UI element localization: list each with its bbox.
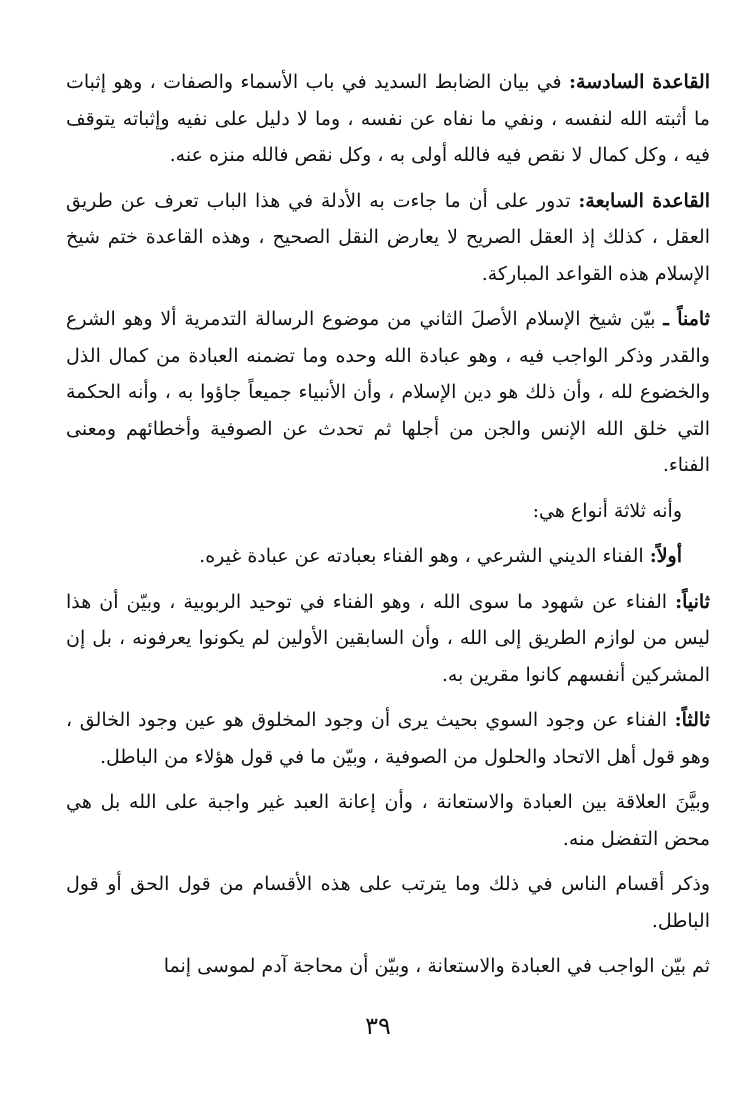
- paragraph-rule-seven: [66, 183, 710, 293]
- paragraph-people-categories: [66, 866, 710, 939]
- page-number: ٣٩: [365, 1012, 391, 1040]
- paragraph-three-types: [66, 493, 710, 530]
- paragraph-text: في بيان الضابط السديد في باب الأسماء والصفات ، وهو إثبات ما أثبته الله لنفسه ، ونفي ما نفاه عن نفسه ، وما لا دليل على نفيه وإثباته يتوقف فيه ، وكل كمال لا نقص فيه فالله أولى به ، وكل نقص فالله منزه عنه.: [66, 71, 710, 166]
- paragraph-text: ثم بيّن الواجب في العبادة والاستعانة ، وبيّن أن محاجة آدم لموسى إنما: [163, 955, 710, 977]
- paragraph-lead: ثالثاً:: [674, 709, 710, 731]
- paragraph-adam-moses: [66, 948, 710, 985]
- paragraph-first-type: [66, 538, 710, 575]
- paragraph-text: وذكر أقسام الناس في ذلك وما يترتب على هذه الأقسام من قول الحق أو قول الباطل.: [66, 873, 710, 932]
- paragraph-lead: ثامناً ـ: [663, 308, 710, 330]
- paragraph-lead: القاعدة السادسة:: [568, 71, 710, 93]
- paragraph-text: وأنه ثلاثة أنواع هي:: [532, 499, 682, 522]
- paragraph-text: الفناء عن شهود ما سوى الله ، وهو الفناء في توحيد الربوبية ، وبيّن أن هذا ليس من لوازم الطريق إلى الله ، وأن السابقين الأولين لم يكونوا يعرفونه ، بل إن المشركين أنفسهم كانوا مقرين به.: [66, 590, 710, 686]
- paragraph-eighth: [66, 301, 710, 484]
- paragraph-lead: القاعدة السابعة:: [578, 189, 710, 212]
- paragraph-lead: ثانياً:: [675, 590, 710, 613]
- paragraph-third-type: [66, 702, 710, 775]
- paragraph-text: بيّن شيخ الإسلام الأصلَ الثاني من موضوع الرسالة التدمرية ألا وهو الشرع والقدر وذكر الواجب فيه ، وهو عبادة الله وحده وما تضمنه العبادة من كمال الذل والخضوع لله ، وأن ذلك هو دين الإسلام ، وأن الأنبياء جميعاً جاؤوا به ، وأنه الحكمة التي خلق الله الإنس والجن من أجلها ثم تحدث عن الصوفية وأخطائهم ومعنى الفناء.: [66, 308, 710, 476]
- paragraph-text: وبيَّنَ العلاقة بين العبادة والاستعانة ، وأن إعانة العبد غير واجبة على الله بل هي محض التفضل منه.: [66, 791, 710, 850]
- paragraph-lead: أولاً:: [649, 545, 682, 567]
- paragraph-worship-help: [66, 784, 710, 857]
- paragraph-second-type: [66, 584, 710, 694]
- paragraph-text: الفناء الديني الشرعي ، وهو الفناء بعبادته عن عبادة غيره.: [199, 545, 650, 567]
- paragraph-text: الفناء عن وجود السوي بحيث يرى أن وجود المخلوق هو عين وجود الخالق ، وهو قول أهل الاتحاد والحلول من الصوفية ، وبيّن ما في قول هؤلاء من الباطل.: [66, 709, 710, 768]
- paragraph-rule-six: [66, 64, 710, 174]
- paragraph-text: تدور على أن ما جاءت به الأدلة في هذا الباب تعرف عن طريق العقل ، كذلك إذ العقل الصريح لا يعارض النقل الصحيح ، وهذه القاعدة ختم شيخ الإسلام هذه القواعد المباركة.: [66, 189, 710, 285]
